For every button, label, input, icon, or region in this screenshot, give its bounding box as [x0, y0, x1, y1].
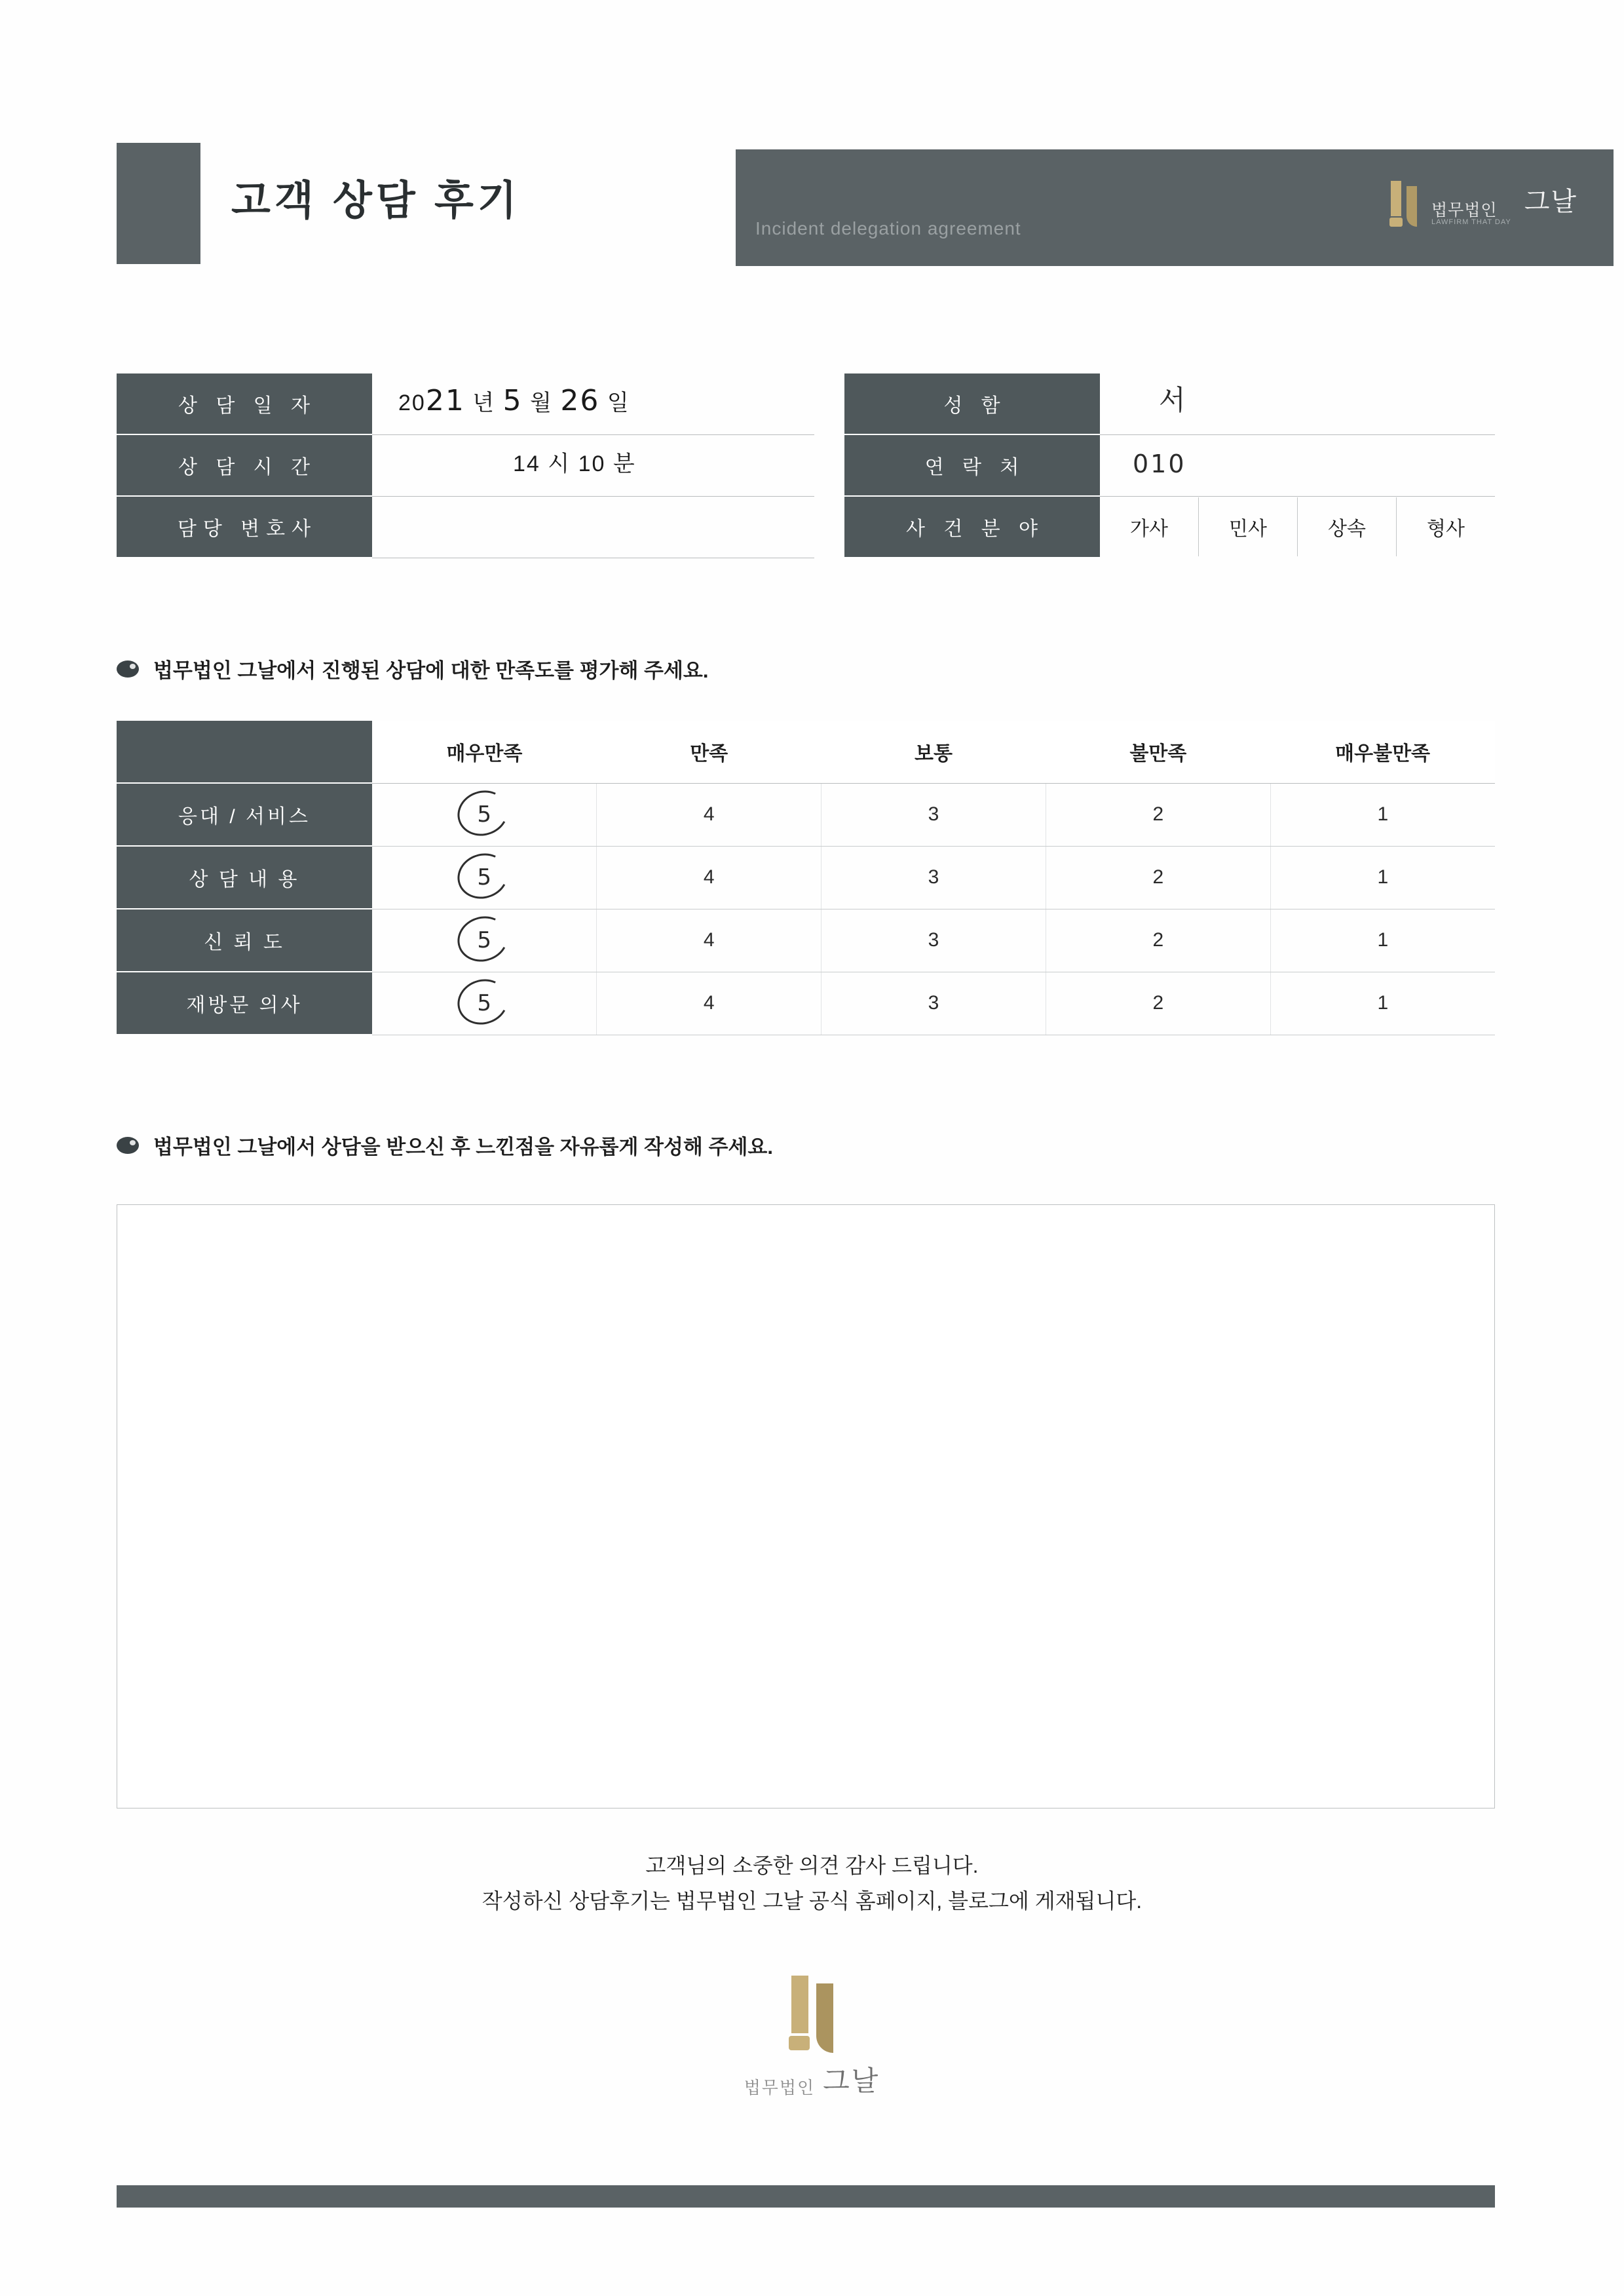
rating-cell[interactable]	[372, 972, 597, 1035]
case-option-sangsok[interactable]: 상속	[1298, 497, 1397, 556]
field-consult-time[interactable]	[372, 434, 814, 496]
footer-logo-big: 그날	[823, 2065, 880, 2096]
header-logo-big: 그날	[1524, 187, 1577, 216]
table-row	[117, 972, 1495, 1035]
footer-logo-text	[0, 2059, 1624, 2099]
field-consult-date[interactable]	[372, 373, 814, 434]
section2-heading-text: 법무법인 그날에서 상담을 받으신 후 느낀점을 자유롭게 작성해 주세요.	[153, 1136, 773, 1158]
rating-corner-cell	[117, 721, 372, 783]
footer-line-1: 고객님의 소중한 의견 감사 드립니다.	[645, 1854, 979, 1877]
header-logo	[1387, 181, 1577, 227]
bullet-icon	[117, 660, 139, 678]
consultation-info-table	[117, 373, 1495, 558]
rating-cell[interactable]: 4	[597, 972, 821, 1035]
field-contact[interactable]	[1100, 434, 1495, 496]
rating-cell[interactable]: 2	[1046, 783, 1270, 846]
table-row	[117, 434, 1495, 496]
name-value: 서	[1159, 384, 1186, 416]
label-lawyer: 담당 변호사	[117, 496, 372, 558]
rating-cell[interactable]: 3	[821, 909, 1046, 972]
field-name[interactable]	[1100, 373, 1495, 434]
rating-cell[interactable]: 3	[821, 846, 1046, 909]
document-header	[117, 143, 1577, 264]
case-option-hyeongsa[interactable]: 형사	[1427, 518, 1465, 541]
rating-col-dissatisfied: 불만족	[1046, 721, 1270, 783]
rating-row-label-trust: 신 뢰 도	[117, 909, 372, 972]
rating-col-very-dissatisfied: 매우불만족	[1270, 721, 1495, 783]
table-header-row	[117, 721, 1495, 783]
rating-cell[interactable]: 1	[1270, 972, 1495, 1035]
field-case-options	[1100, 496, 1495, 558]
rating-value-selected: 5	[477, 927, 491, 953]
contact-value: 010	[1133, 449, 1186, 478]
header-logo-text	[1431, 202, 1511, 227]
comment-textarea[interactable]	[117, 1204, 1495, 1808]
rating-cell[interactable]: 1	[1270, 783, 1495, 846]
rating-cell[interactable]: 4	[597, 783, 821, 846]
rating-row-label-revisit: 재방문 의사	[117, 972, 372, 1035]
header-accent-block	[117, 143, 200, 264]
satisfaction-rating-table	[117, 721, 1495, 1035]
rating-cell[interactable]	[372, 909, 597, 972]
brand-mark-icon	[782, 1976, 842, 2053]
rating-col-neutral: 보통	[821, 721, 1046, 783]
footer-thanks	[0, 1848, 1624, 1919]
bullet-icon	[117, 1137, 139, 1154]
label-consult-date: 상 담 일 자	[117, 373, 372, 434]
header-logo-small: 법무법인	[1431, 201, 1498, 220]
header-subtitle: Incident delegation agreement	[755, 218, 1021, 239]
consult-date-value: 2021 년 5 월 26 일	[398, 384, 630, 417]
rating-value-selected: 5	[477, 801, 491, 828]
table-row	[117, 783, 1495, 846]
section-heading-comment	[117, 1130, 773, 1160]
table-row	[117, 373, 1495, 434]
rating-cell[interactable]	[372, 846, 597, 909]
rating-col-satisfied: 만족	[597, 721, 821, 783]
rating-cell[interactable]	[372, 783, 597, 846]
header-logo-en: LAWFIRM THAT DAY	[1431, 218, 1511, 227]
table-row	[117, 846, 1495, 909]
rating-cell[interactable]: 3	[821, 783, 1046, 846]
footer-bar	[117, 2185, 1495, 2208]
header-bar	[736, 149, 1614, 266]
rating-cell[interactable]: 2	[1046, 909, 1270, 972]
section1-heading-text: 법무법인 그날에서 진행된 상담에 대한 만족도를 평가해 주세요.	[153, 659, 709, 682]
rating-row-label-service: 응대 / 서비스	[117, 783, 372, 846]
label-consult-time: 상 담 시 간	[117, 434, 372, 496]
footer-logo-small: 법무법인	[744, 2078, 816, 2097]
rating-cell[interactable]: 4	[597, 846, 821, 909]
rating-cell[interactable]: 1	[1270, 846, 1495, 909]
rating-value-selected: 5	[477, 990, 491, 1016]
label-name: 성 함	[844, 373, 1100, 434]
footer-logo	[0, 1976, 1624, 2099]
case-option-minsa[interactable]: 민사	[1199, 497, 1298, 556]
rating-col-very-satisfied: 매우만족	[372, 721, 597, 783]
section-heading-satisfaction	[117, 654, 709, 683]
rating-cell[interactable]: 3	[821, 972, 1046, 1035]
rating-row-label-content: 상 담 내 용	[117, 846, 372, 909]
table-row	[117, 909, 1495, 972]
rating-cell[interactable]: 2	[1046, 846, 1270, 909]
rating-cell[interactable]: 2	[1046, 972, 1270, 1035]
rating-cell[interactable]: 1	[1270, 909, 1495, 972]
table-row	[117, 496, 1495, 558]
page-title: 고객 상담 후기	[231, 178, 521, 223]
rating-value-selected: 5	[477, 864, 491, 890]
brand-mark-icon	[1387, 181, 1422, 227]
footer-line-2: 작성하신 상담후기는 법무법인 그날 공식 홈페이지, 블로그에 게재됩니다.	[482, 1889, 1142, 1913]
label-contact: 연 락 처	[844, 434, 1100, 496]
case-option-gasa[interactable]: 가사	[1100, 497, 1199, 556]
field-lawyer[interactable]	[372, 496, 814, 558]
rating-cell[interactable]: 4	[597, 909, 821, 972]
consult-time-value: 14 시 10 분	[513, 451, 636, 476]
label-case-field: 사 건 분 야	[844, 496, 1100, 558]
